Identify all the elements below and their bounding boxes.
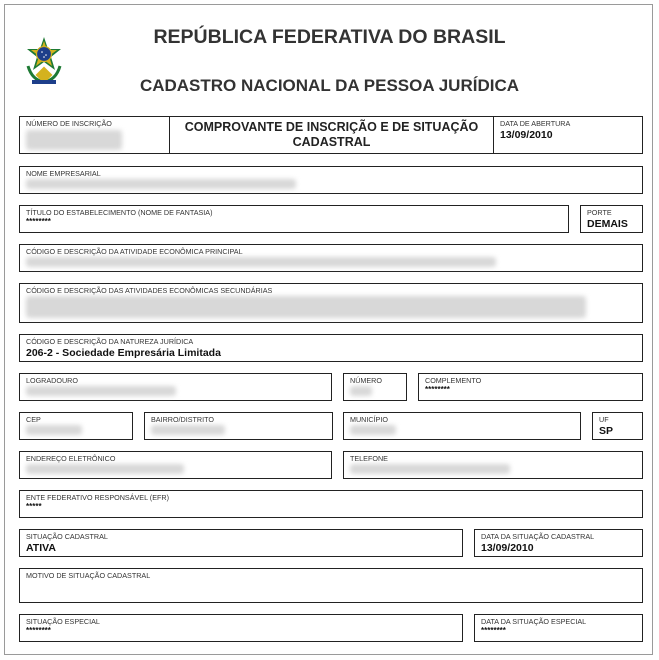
titulo-estabelecimento-value: ******** <box>26 217 51 226</box>
complemento-box <box>418 373 643 401</box>
telefone-label: TELEFONE <box>350 454 388 463</box>
situacao-cadastral-box <box>19 529 463 557</box>
document-page <box>4 4 653 655</box>
redacted-bairro <box>151 425 225 435</box>
situacao-especial-label: SITUAÇÃO ESPECIAL <box>26 617 100 626</box>
numero-box <box>343 373 407 401</box>
registry-title: CADASTRO NACIONAL DA PESSOA JURÍDICA <box>139 76 520 95</box>
bairro-box <box>144 412 333 440</box>
uf-label: UF <box>599 415 609 424</box>
data-situacao-especial-value: ******** <box>481 626 506 635</box>
redacted-endereco-eletronico <box>26 464 184 474</box>
redacted-cep <box>26 425 82 435</box>
data-situacao-label: DATA DA SITUAÇÃO CADASTRAL <box>481 532 595 541</box>
data-situacao-especial-box <box>474 614 643 642</box>
situacao-cadastral-label: SITUAÇÃO CADASTRAL <box>26 532 108 541</box>
natureza-juridica-label: CÓDIGO E DESCRIÇÃO DA NATUREZA JURÍDICA <box>26 337 194 346</box>
redacted-telefone <box>350 464 510 474</box>
data-abertura-box <box>493 116 643 154</box>
data-abertura-value: 13/09/2010 <box>500 129 553 141</box>
republic-title: REPÚBLICA FEDERATIVA DO BRASIL <box>153 26 506 48</box>
numero-inscricao-label: NÚMERO DE INSCRIÇÃO <box>26 119 112 128</box>
atividades-secundarias-box <box>19 283 643 323</box>
comprovante-title: COMPROVANTE DE INSCRIÇÃO E DE SITUAÇÃO CADASTRAL <box>184 120 479 149</box>
redacted-atividade-principal <box>26 257 496 267</box>
efr-label: ENTE FEDERATIVO RESPONSÁVEL (EFR) <box>26 493 169 502</box>
porte-value: DEMAIS <box>587 218 628 230</box>
titulo-estabelecimento-box <box>19 205 569 233</box>
titulo-estabelecimento-label: TÍTULO DO ESTABELECIMENTO (NOME DE FANTASIA) <box>26 208 213 217</box>
numero-label: NÚMERO <box>350 376 382 385</box>
endereco-eletronico-box <box>19 451 332 479</box>
situacao-especial-box <box>19 614 463 642</box>
situacao-cadastral-value: ATIVA <box>26 542 56 554</box>
atividades-secundarias-label: CÓDIGO E DESCRIÇÃO DAS ATIVIDADES ECONÔMICAS SECUNDÁRIAS <box>26 286 273 295</box>
nome-empresarial-label: NOME EMPRESARIAL <box>26 169 101 178</box>
motivo-situacao-label: MOTIVO DE SITUAÇÃO CADASTRAL <box>26 571 151 580</box>
redacted-atividades-secundarias <box>26 296 586 318</box>
numero-inscricao-box <box>19 116 170 154</box>
nome-empresarial-box <box>19 166 643 194</box>
endereco-eletronico-label: ENDEREÇO ELETRÔNICO <box>26 454 116 463</box>
uf-value: SP <box>599 425 614 437</box>
atividade-principal-label: CÓDIGO E DESCRIÇÃO DA ATIVIDADE ECONÔMICA PRINCIPAL <box>26 247 243 256</box>
natureza-juridica-box <box>19 334 643 362</box>
municipio-box <box>343 412 581 440</box>
natureza-juridica-value: 206-2 - Sociedade Empresária Limitada <box>26 347 221 359</box>
porte-label: PORTE <box>587 208 612 217</box>
cep-label: CEP <box>26 415 41 424</box>
bairro-label: BAIRRO/DISTRITO <box>151 415 214 424</box>
logradouro-box <box>19 373 332 401</box>
redacted-logradouro <box>26 386 176 396</box>
data-situacao-especial-label: DATA DA SITUAÇÃO ESPECIAL <box>481 617 587 626</box>
atividade-principal-box <box>19 244 643 272</box>
situacao-especial-value: ******** <box>26 626 51 635</box>
data-abertura-label: DATA DE ABERTURA <box>500 119 571 128</box>
porte-box <box>580 205 643 233</box>
complemento-value: ******** <box>425 385 450 394</box>
motivo-situacao-box <box>19 568 643 603</box>
complemento-label: COMPLEMENTO <box>425 376 482 385</box>
redacted-numero-inscricao <box>26 130 122 150</box>
uf-box <box>592 412 643 440</box>
efr-value: ***** <box>26 502 42 511</box>
efr-box <box>19 490 643 518</box>
redacted-municipio <box>350 425 396 435</box>
data-situacao-value: 13/09/2010 <box>481 542 534 554</box>
redacted-nome-empresarial <box>26 179 296 189</box>
redacted-numero <box>350 386 372 396</box>
cep-box <box>19 412 133 440</box>
data-situacao-box <box>474 529 643 557</box>
logradouro-label: LOGRADOURO <box>26 376 78 385</box>
municipio-label: MUNICÍPIO <box>350 415 388 424</box>
telefone-box <box>343 451 643 479</box>
comprovante-box <box>169 116 494 154</box>
